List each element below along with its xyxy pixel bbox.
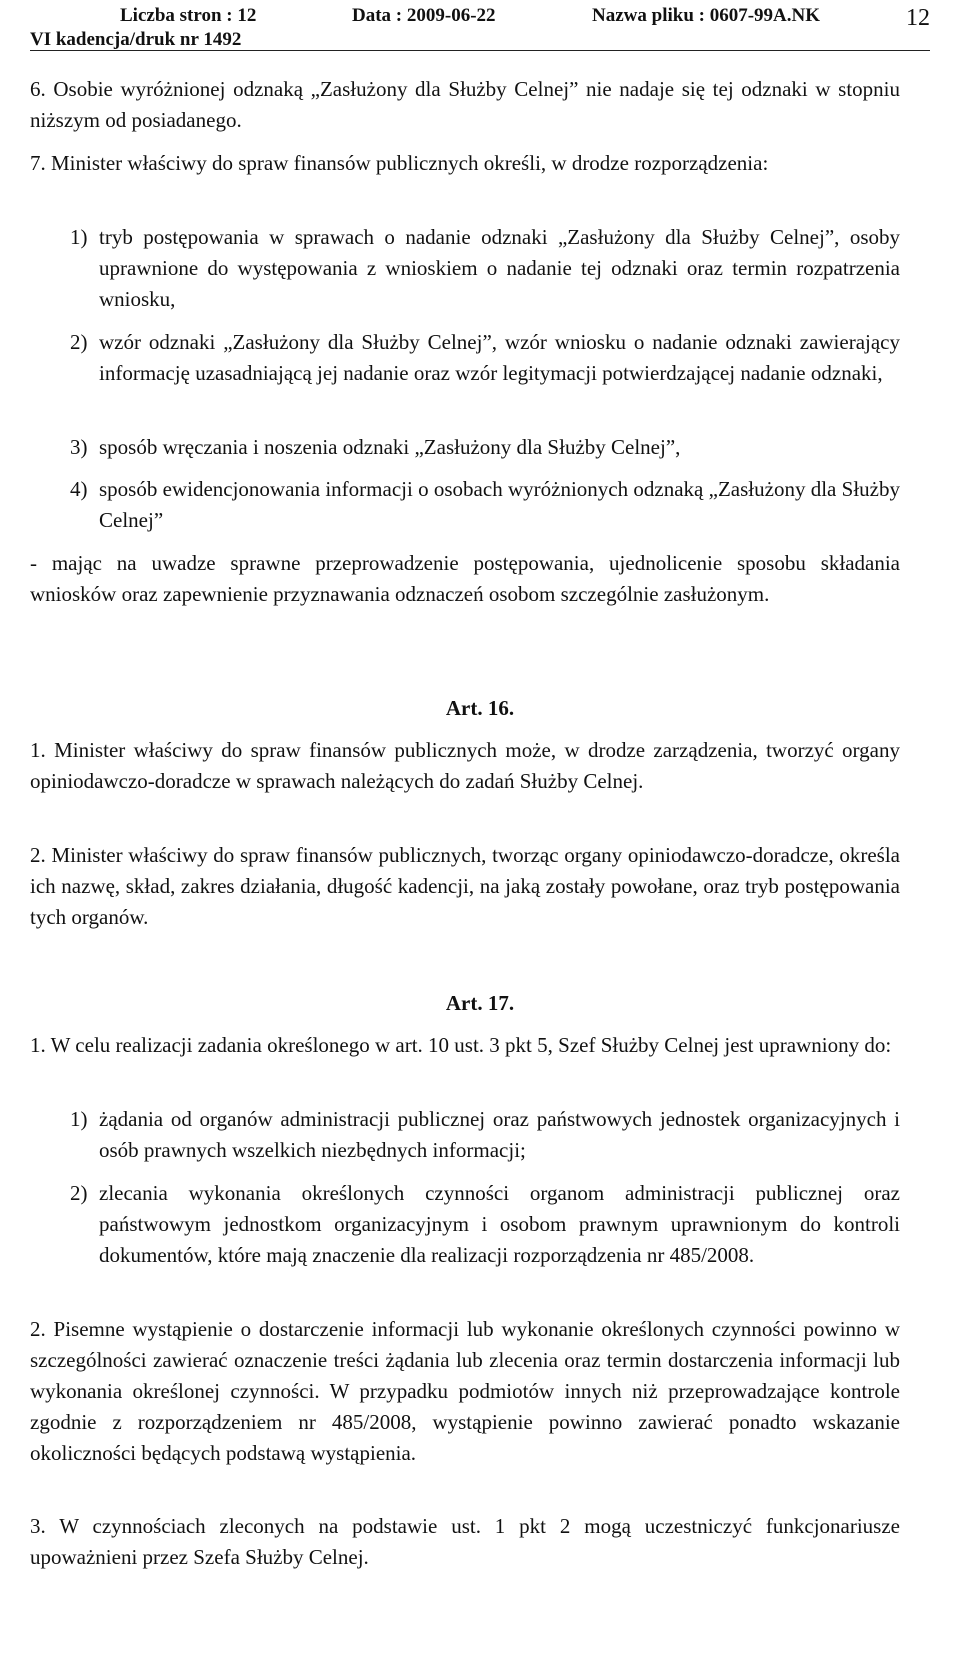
page-count: Liczba stron : 12	[120, 5, 257, 26]
page-header	[30, 4, 930, 54]
list-item-text: wzór odznaki „Zasłużony dla Służby Celnej”, wzór wniosku o nadanie odznaki zawierający informację uzasadniającą jej nadanie oraz wzór legitymacji potwierdzającej nadanie odznaki,	[99, 330, 900, 385]
list-item-label: 2)	[70, 330, 88, 354]
file-name: Nazwa pliku : 0607-99A.NK	[592, 5, 821, 26]
article-16-paragraph-2: 2. Minister właściwy do spraw finansów publicznych, tworząc organy opiniodawczo-doradcze, określa ich nazwę, skład, zakres działania, długość kadencji, na jaką zostały powołane, oraz tryb postępowania tych organów.	[30, 843, 900, 929]
list-item-label: 1)	[70, 225, 88, 249]
list-item-label: 1)	[70, 1107, 88, 1131]
closing-paragraph: - mając na uwadze sprawne przeprowadzenie postępowania, ujednolicenie sposobu składania wniosków oraz zapewnienie przyznawania odznaczeń osobom szczególnie zasłużonym.	[30, 551, 900, 606]
article-17-title: Art. 17.	[445, 991, 515, 1015]
list-item-text: żądania od organów administracji publicznej oraz państwowych jednostek organizacyjnych i osób prawnych wszelkich niezbędnych informacji;	[99, 1107, 900, 1162]
list-item-label: 4)	[70, 477, 88, 501]
page-number: 12	[906, 5, 930, 31]
paragraph-6: 6. Osobie wyróżnionej odznaką „Zasłużony dla Służby Celnej” nie nadaje się tej odznaki w stopniu niższym od posiadanego.	[30, 77, 900, 132]
article-16-title: Art. 16.	[445, 696, 515, 720]
document-date: Data : 2009-06-22	[352, 5, 496, 26]
paragraph-7: 7. Minister właściwy do spraw finansów publicznych określi, w drodze rozporządzenia:	[30, 151, 769, 175]
list-item-label: 2)	[70, 1181, 88, 1205]
print-reference: VI kadencja/druk nr 1492	[30, 29, 242, 50]
article-17-paragraph-1: 1. W celu realizacji zadania określonego w art. 10 ust. 3 pkt 5, Szef Służby Celnej jest uprawniony do:	[30, 1033, 892, 1057]
header-divider	[30, 50, 930, 51]
list-item-text: tryb postępowania w sprawach o nadanie odznaki „Zasłużony dla Służby Celnej”, osoby uprawnione do występowania z wnioskiem o nadanie tej odznaki oraz termin rozpatrzenia wniosku,	[99, 225, 900, 311]
list-item-text: sposób ewidencjonowania informacji o osobach wyróżnionych odznaką „Zasłużony dla Służby Celnej”	[99, 477, 900, 532]
article-16-paragraph-1: 1. Minister właściwy do spraw finansów publicznych może, w drodze zarządzenia, tworzyć organy opiniodawczo-doradcze w sprawach należących do zadań Służby Celnej.	[30, 738, 900, 793]
list-item-text: zlecania wykonania określonych czynności organom administracji publicznej oraz państwowym jednostkom organizacyjnym i osobom prawnym uprawnionym do kontroli dokumentów, które mają znaczenie dla realizacji rozporządzenia nr 485/2008.	[99, 1181, 900, 1267]
article-17-paragraph-3: 3. W czynnościach zleconych na podstawie ust. 1 pkt 2 mogą uczestniczyć funkcjonariusze upoważnieni przez Szefa Służby Celnej.	[30, 1514, 900, 1569]
article-17-paragraph-2: 2. Pisemne wystąpienie o dostarczenie informacji lub wykonanie określonych czynności powinno w szczególności zawierać oznaczenie treści żądania lub zlecenia oraz termin dostarczenia informacji lub wykonania określonej czynności. W przypadku podmiotów innych niż przeprowadzające kontrole zgodnie z rozporządzeniem nr 485/2008, wystąpienie powinno zawierać ponadto wskazanie okoliczności będących podstawą wystąpienia.	[30, 1317, 900, 1465]
list-item-text: sposób wręczania i noszenia odznaki „Zasłużony dla Służby Celnej”,	[99, 435, 681, 459]
list-item-label: 3)	[70, 435, 88, 459]
